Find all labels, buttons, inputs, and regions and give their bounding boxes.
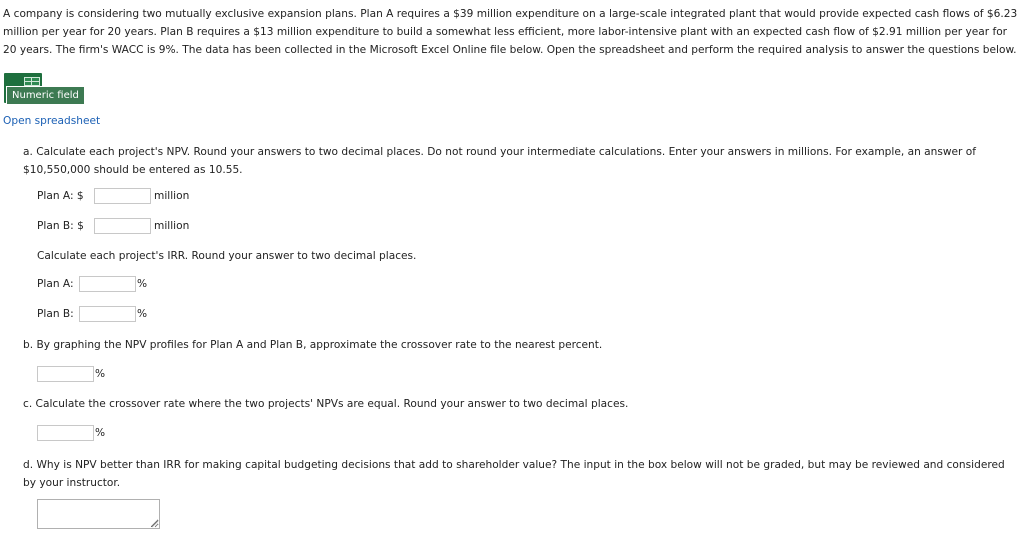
- irr-plan-a-label: Plan A:: [37, 278, 74, 290]
- irr-plan-a-input[interactable]: [79, 276, 136, 292]
- irr-prompt: Calculate each project's IRR. Round your answer to two decimal places.: [37, 250, 417, 262]
- part-c-prompt: c. Calculate the crossover rate where the two projects' NPVs are equal. Round your answer to two decimal places.: [23, 398, 629, 410]
- crossover-approx-percent: %: [95, 368, 106, 380]
- irr-plan-b-percent: %: [137, 308, 148, 320]
- npv-plan-b-label: Plan B: $: [37, 220, 84, 232]
- irr-plan-b-input[interactable]: [79, 306, 136, 322]
- crossover-exact-input[interactable]: [37, 425, 94, 441]
- part-d-prompt: d. Why is NPV better than IRR for making capital budgeting decisions that add to shareholder value? The input in the box below will not be graded, but may be reviewed and considered by your instructor.: [23, 459, 1005, 489]
- resize-grip-icon[interactable]: [151, 520, 159, 528]
- problem-intro: A company is considering two mutually exclusive expansion plans. Plan A requires a $39 million expenditure on a large-scale integrated plant that would provide expected cash flows of $6.23 million per year for 20 years. Plan B requires a $13 million expenditure to build a somewhat less efficient, more labor-intensive plant with an expected cash flow of $2.91 million per year for 20 years. The firm's WACC is 9%. The data has been collected in the Microsoft Excel Online file below. Open the spreadsheet and perform the required analysis to answer the questions below.: [3, 8, 1018, 56]
- open-spreadsheet-link[interactable]: Open spreadsheet: [3, 115, 101, 127]
- part-a-prompt: a. Calculate each project's NPV. Round your answers to two decimal places. Do not round your intermediate calculations. Enter your answers in millions. For example, an answer of $10,550,000 should be entered as 10.55.: [23, 146, 976, 176]
- npv-plan-b-input[interactable]: [94, 218, 151, 234]
- part-b-prompt: b. By graphing the NPV profiles for Plan A and Plan B, approximate the crossover rate to the nearest percent.: [23, 339, 603, 351]
- npv-vs-irr-textarea[interactable]: [37, 499, 160, 529]
- crossover-exact-percent: %: [95, 427, 106, 439]
- npv-plan-b-unit: million: [154, 220, 190, 232]
- crossover-approx-input[interactable]: [37, 366, 94, 382]
- irr-plan-b-label: Plan B:: [37, 308, 74, 320]
- npv-plan-a-input[interactable]: [94, 188, 151, 204]
- irr-plan-a-percent: %: [137, 278, 148, 290]
- npv-plan-a-label: Plan A: $: [37, 190, 84, 202]
- numeric-field-tooltip: Numeric field: [6, 86, 85, 105]
- npv-plan-a-unit: million: [154, 190, 190, 202]
